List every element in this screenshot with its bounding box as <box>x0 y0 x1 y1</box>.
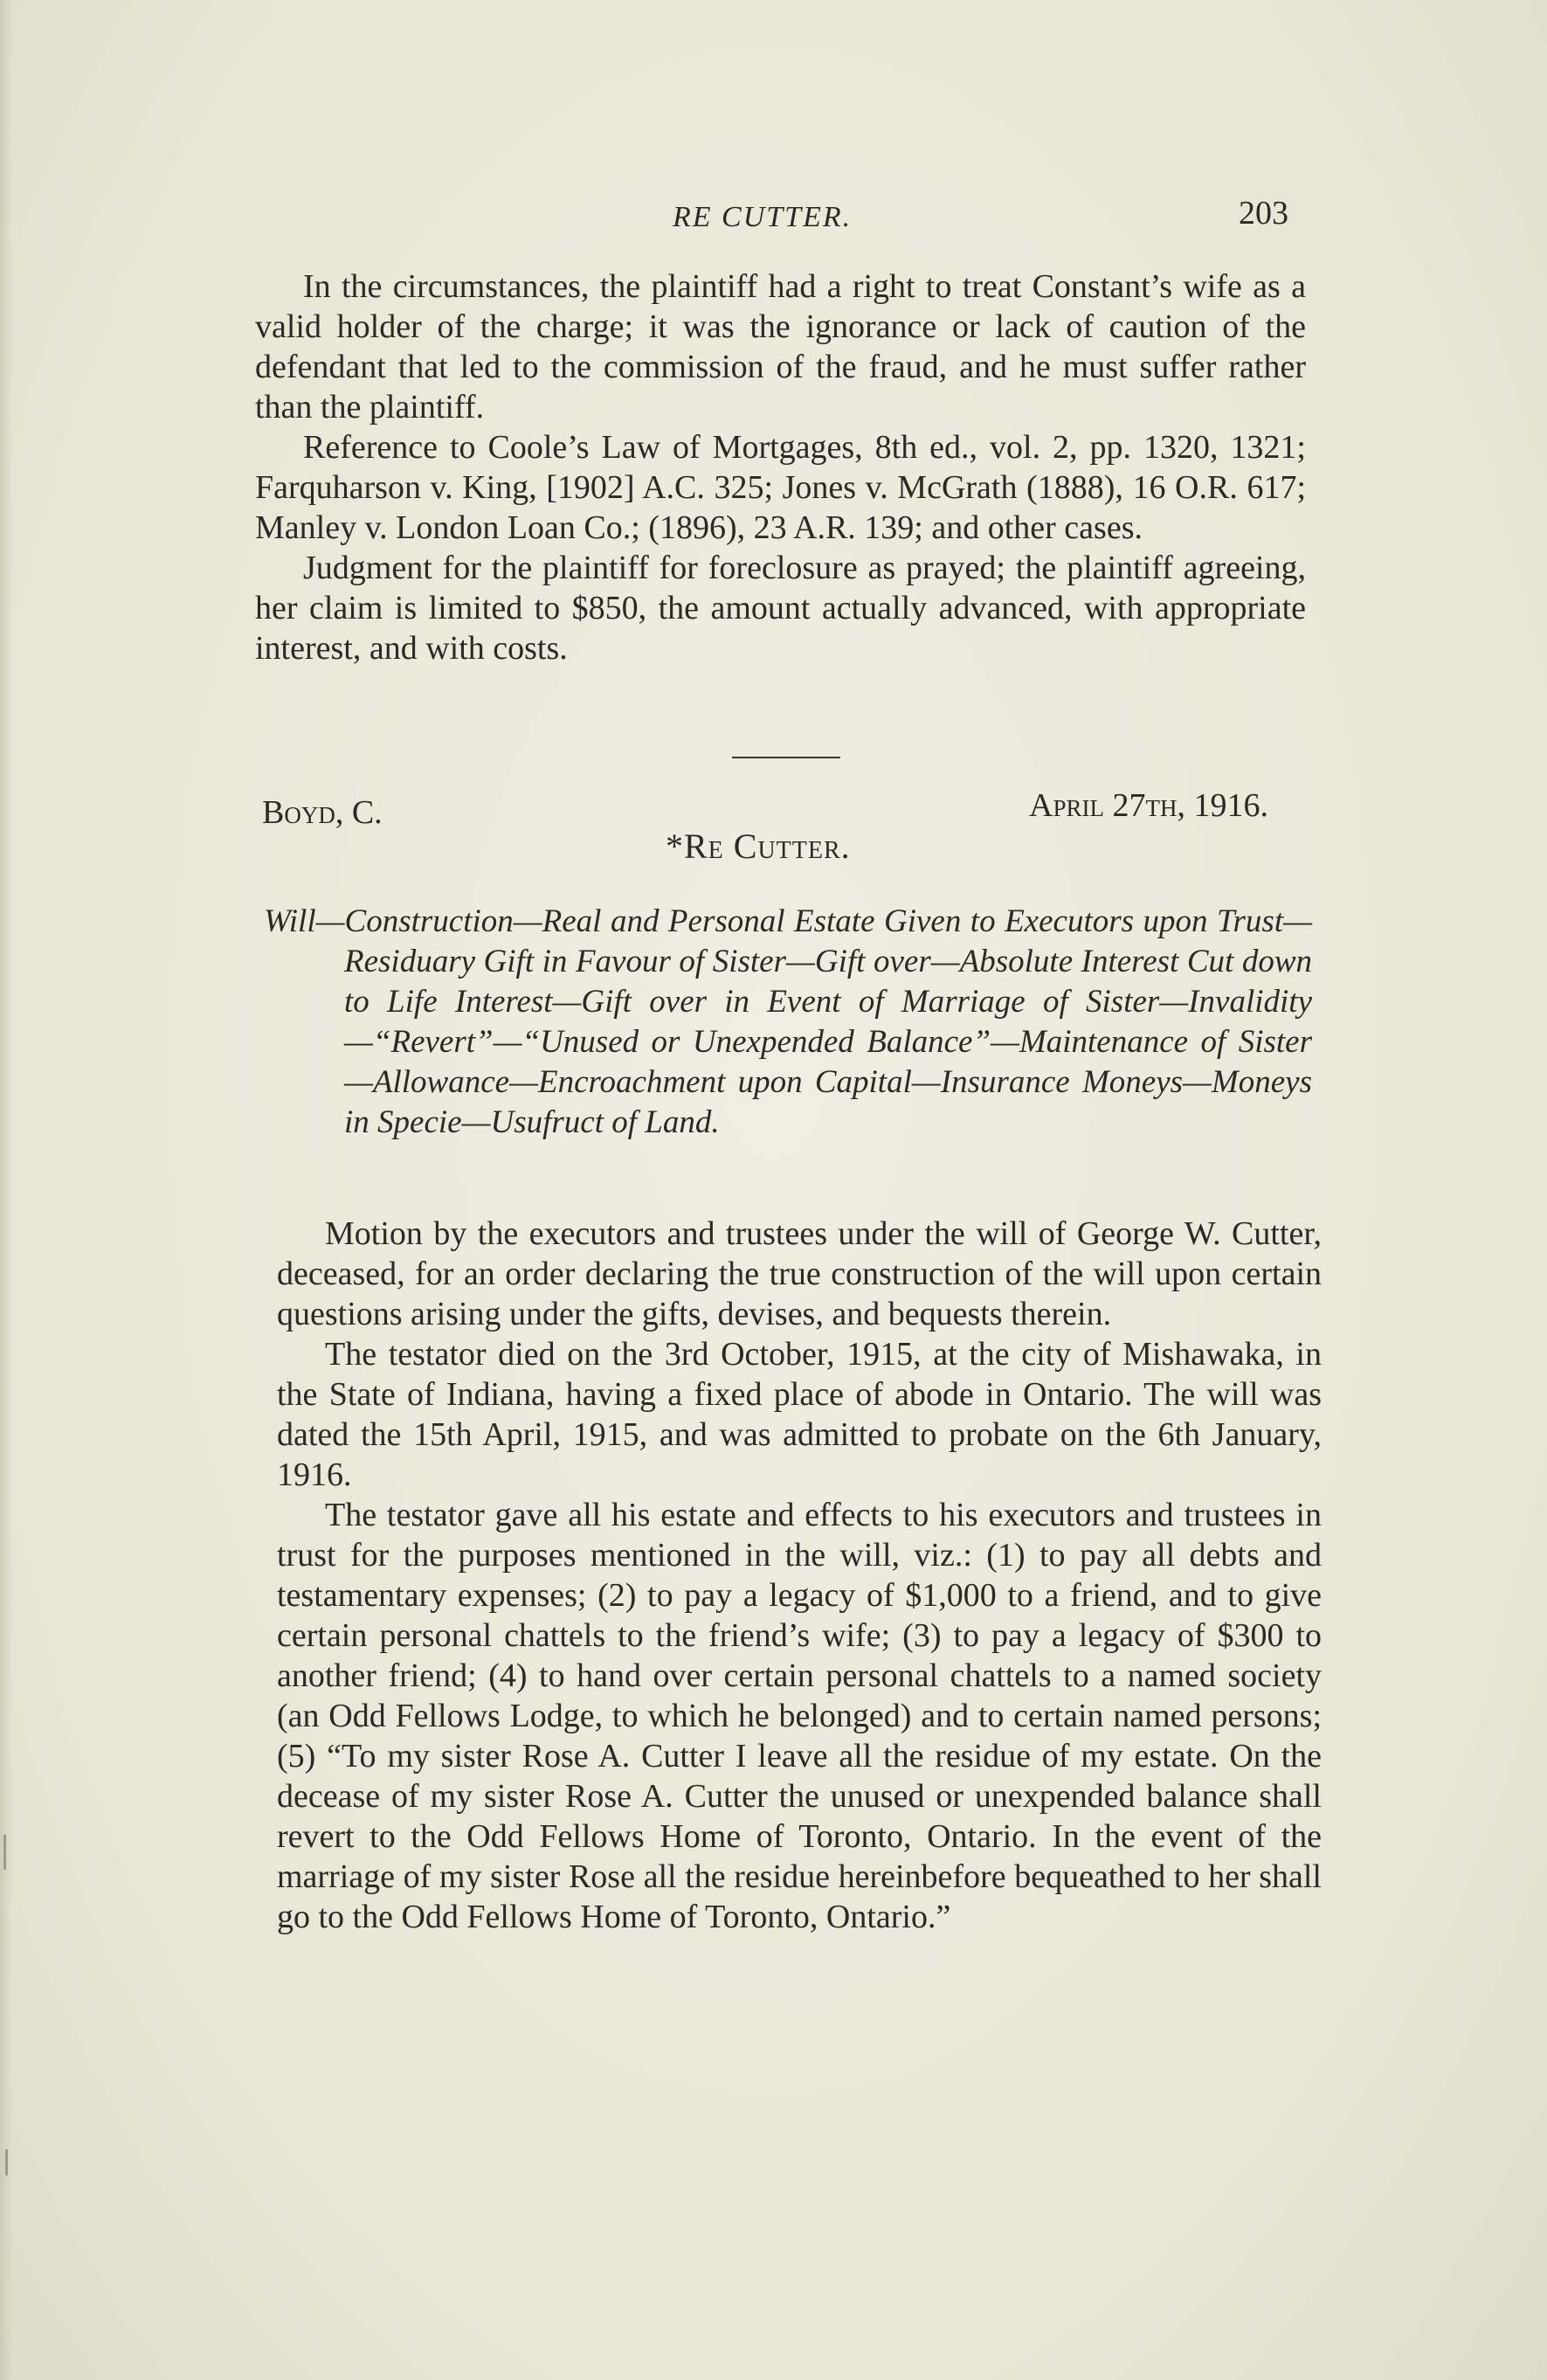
paragraph: Reference to Coole’s Law of Mortgages, 8th ed., vol. 2, pp. 1320, 1321; Farquharson v. King, [1902] A.C. 325; Jones v. McGrath (1888), 16 O.R. 617; Manley v. London Loan Co.; (1896), 23 A.R. 139; and other cases. <box>255 429 1306 546</box>
binding-mark <box>5 2149 8 2176</box>
paragraph: The testator died on the 3rd October, 1915, at the city of Mishawaka, in the State of Indiana, having a fixed place of abode in Ontario. The will was dated the 15th April, 1915, and was admitted to probate on the 6th January, 1916. <box>277 1336 1322 1493</box>
prior-case-conclusion <box>255 266 1306 668</box>
paragraph: In the circumstances, the plaintiff had a right to treat Constant’s wife as a valid holder of the charge; it was the ignorance or lack of caution of the defendant that led to the commission of the fraud, and he must suffer rather than the plaintiff. <box>255 268 1306 425</box>
binding-mark <box>3 1835 6 1870</box>
paragraph: Motion by the executors and trustees under the will of George W. Cutter, deceased, for an order declaring the true construction of the will upon certain questions arising under the gifts, devises, and bequests therein. <box>277 1215 1322 1332</box>
page-edge-shadow <box>0 0 12 2380</box>
case-body <box>277 1214 1322 1937</box>
section-divider <box>732 757 840 758</box>
judge-name: Boyd, C. <box>262 794 383 831</box>
case-title: *Re Cutter. <box>666 827 851 866</box>
decision-date: April 27th, 1916. <box>1029 787 1268 824</box>
running-title: RE CUTTER. <box>673 201 853 233</box>
running-header <box>0 194 1547 238</box>
headnote: Will—Construction—Real and Personal Estate Given to Executors upon Trust—Residuary Gift in Favour of Sister—Gift over—Absolute Interest Cut down to Life Interest—Gift over in Event of Marriage of Sister—Invalidity—“Revert”—“Unused or Unexpended Balance”—Maintenance of Sister—Allowance—Encroachment upon Capital—Insurance Moneys—Moneys in Specie—Usufruct of Land. <box>264 903 1312 1140</box>
paragraph: Judgment for the plaintiff for foreclosure as prayed; the plaintiff agreeing, her claim is limited to $850, the amount actually advanced, with appropriate interest, and with costs. <box>255 550 1306 667</box>
paragraph: The testator gave all his estate and effects to his executors and trustees in trust for the purposes mentioned in the will, viz.: (1) to pay all debts and testamentary expenses; (2) to pay a legacy of $1,000 to a friend, and to give certain personal chattels to the friend’s wife; (3) to pay a legacy of $300 to another friend; (4) to hand over certain personal chattels to a named society (an Odd Fellows Lodge, to which he belonged) and to certain named persons; (5) “To my sister Rose A. Cutter I leave all the residue of my estate. On the decease of my sister Rose A. Cutter the unused or unexpended balance shall revert to the Odd Fellows Home of Toronto, Ontario. In the event of the marriage of my sister Rose all the residue hereinbefore bequeathed to her shall go to the Odd Fellows Home of Toronto, Ontario.” <box>277 1497 1322 1935</box>
page-number: 203 <box>1239 195 1288 232</box>
